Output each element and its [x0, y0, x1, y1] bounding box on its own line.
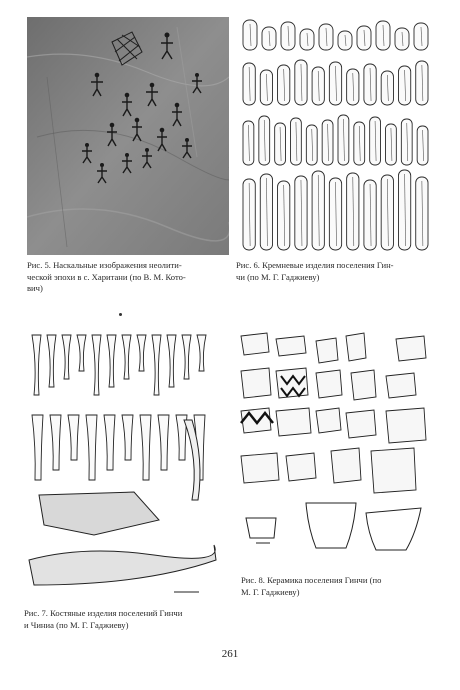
figure-5-rock-art-photo [27, 17, 229, 255]
pottery-sherd [241, 368, 271, 398]
vessel-profile [246, 518, 276, 543]
pottery-sherd [316, 408, 341, 433]
caption-line: Рис. 7. Костяные изделия поселений Гинчи [24, 608, 183, 618]
stray-mark [119, 313, 122, 316]
pottery-sherd [276, 336, 306, 356]
pottery-sherd [276, 408, 311, 436]
flint-blade [300, 29, 314, 50]
pottery-sherd [316, 338, 338, 363]
pottery-sherd [346, 333, 366, 361]
flint-blade [338, 31, 352, 50]
caption-line: М. Г. Гаджиеву) [241, 586, 300, 597]
pottery-sherd [241, 453, 279, 483]
bone-point [32, 335, 41, 395]
flint-blade [395, 28, 409, 50]
ceramics-image [236, 328, 440, 556]
figure-5-caption [27, 260, 232, 295]
pottery-sherd [351, 370, 376, 400]
bone-point [77, 335, 86, 371]
bone-tools-image [24, 330, 224, 602]
pottery-sherd [331, 448, 361, 483]
bone-awl [104, 415, 115, 470]
flint-blade [357, 26, 371, 50]
caption-line: вич) [27, 283, 43, 293]
caption-line: Рис. 6. Кремневые изделия поселения Гин- [236, 260, 394, 270]
figure-8-ceramics-drawing [236, 328, 440, 556]
pottery-sherd [396, 336, 426, 361]
vessel-profile [306, 503, 356, 548]
pottery-sherd [241, 333, 269, 355]
vessel-profile [366, 508, 421, 550]
pottery-sherd [371, 448, 416, 493]
bone-awl [50, 415, 61, 470]
caption-line: ческой эпохи в с. Харитани (по В. М. Кото- [27, 271, 186, 282]
bone-point [137, 335, 146, 371]
figure-6-flint-tools-drawing [236, 15, 436, 255]
bone-point [92, 335, 101, 395]
figure-8-caption [241, 575, 441, 598]
caption-line: Рис. 5. Наскальные изображения неолити- [27, 260, 182, 270]
bone-point [122, 335, 131, 379]
pottery-sherd [316, 370, 342, 398]
bone-awl [122, 415, 133, 460]
figure-6-caption [236, 260, 441, 283]
bone-point [167, 335, 176, 387]
pottery-sherd [286, 453, 316, 481]
bone-awl [32, 415, 43, 480]
bone-point [107, 335, 116, 387]
figure-7-caption [24, 608, 234, 631]
rock-art-photo-image [27, 17, 229, 255]
pottery-sherd [276, 368, 308, 398]
figure-7-bone-tools-drawing [24, 330, 224, 602]
bone-point [197, 335, 206, 371]
caption-line: чи (по М. Г. Гаджиеву) [236, 271, 320, 282]
flint-blade [319, 24, 333, 50]
bone-awl [86, 415, 97, 480]
bone-point [47, 335, 56, 387]
bone-point [182, 335, 191, 379]
pottery-sherd [386, 373, 416, 398]
bone-fragment [39, 492, 159, 535]
flint-blade [262, 27, 276, 50]
caption-line: и Чиниа (по М. Г. Гаджиеву) [24, 619, 129, 630]
bone-awl [158, 415, 169, 470]
caption-line: Рис. 8. Керамика поселения Гинчи (по [241, 575, 382, 585]
bone-point [152, 335, 161, 395]
bone-awl [68, 415, 79, 460]
pottery-sherd [386, 408, 426, 443]
bone-awl [140, 415, 151, 480]
page-number: 261 [221, 648, 239, 660]
flint-tools-image [236, 15, 436, 255]
bone-point [62, 335, 71, 379]
pottery-sherd [346, 410, 376, 438]
bone-jaw [29, 545, 216, 585]
